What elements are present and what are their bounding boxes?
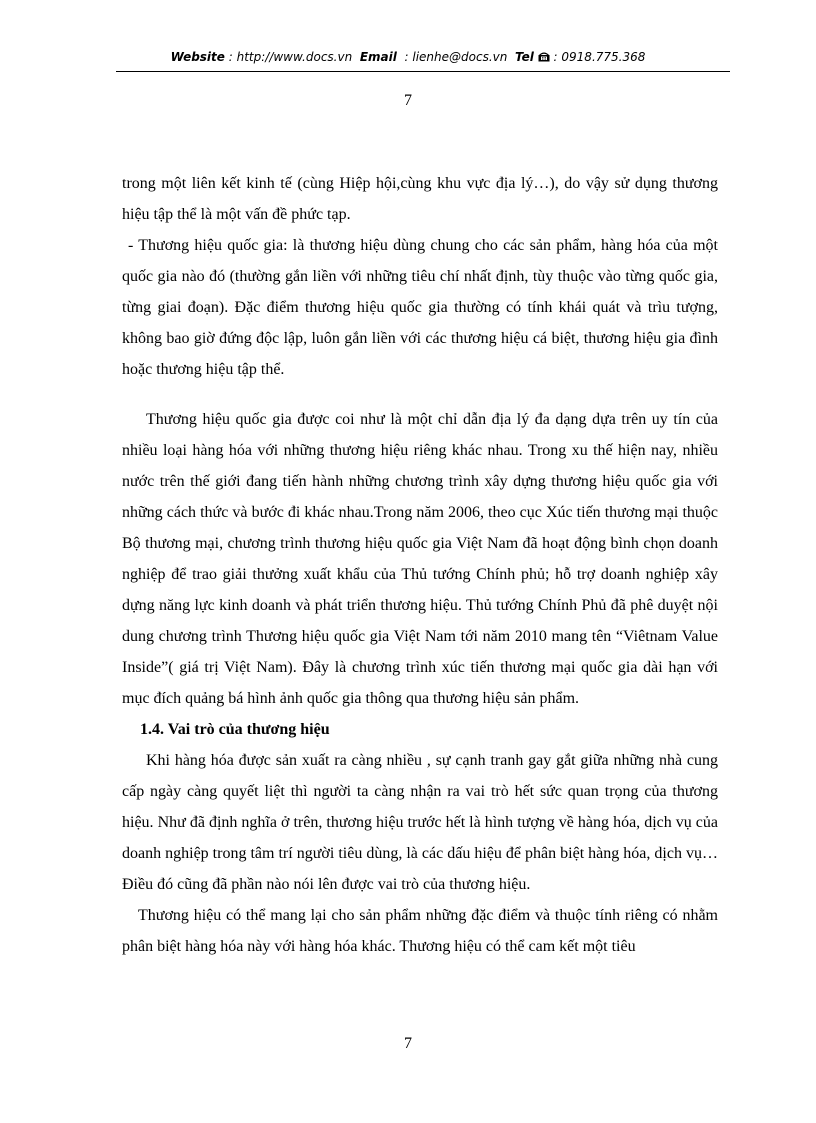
email-address[interactable]: : lienhe@docs.vn (404, 50, 508, 64)
paragraph-national-brand-program: Thương hiệu quốc gia được coi như là một chỉ dẫn địa lý đa dạng dựa trên uy tín của nhiều loại hàng hóa với những thương hiệu riêng khác nhau. Trong xu thế hiện nay, nhiều nước trên thế giới đang tiến hành những chương trình xây dựng thương hiệu quốc gia với những cách thức và bước đi khác nhau.Trong năm 2006, theo cục Xúc tiến thương mại thuộc Bộ thương mại, chương trình thương hiệu quốc gia Việt Nam đã hoạt động bình chọn doanh nghiệp để trao giải thưởng xuất khẩu của Thủ tướng Chính phủ; hỗ trợ doanh nghiệp xây dựng năng lực kinh doanh và phát triển thương hiệu. Thủ tướng Chính Phủ đã phê duyệt nội dung chương trình Thương hiệu quốc gia Việt Nam tới năm 2010 mang tên “Viêtnam Value Inside”( giá trị Việt Nam). Đây là chương trình xúc tiến thương mại quốc gia dài hạn với mục đích quảng bá hình ảnh quốc gia thông qua thương hiệu sản phẩm. (122, 411, 718, 707)
page-header (0, 50, 816, 64)
paragraph-brand-attributes: Thương hiệu có thể mang lại cho sản phẩm những đặc điểm và thuộc tính riêng có nhằm phân biệt hàng hóa này với hàng hóa khác. Thương hiệu có thể cam kết một tiêu (122, 907, 718, 955)
tel-number: : 0918.775.368 (553, 50, 646, 64)
website-label: Website (170, 50, 225, 64)
header-divider (116, 71, 730, 72)
page-number-bottom: 7 (404, 1035, 412, 1052)
phone-icon (538, 50, 554, 64)
document-body (122, 168, 718, 962)
paragraph-brand-role: Khi hàng hóa được sản xuất ra càng nhiều , sự cạnh tranh gay gắt giữa những nhà cung cấp ngày càng quyết liệt thì người ta càng nhận ra vai trò hết sức quan trọng của thương hiệu. Như đã định nghĩa ở trên, thương hiệu trước hết là hình tượng về hàng hóa, dịch vụ của doanh nghiệp trong tâm trí người tiêu dùng, là các dấu hiệu để phân biệt hàng hóa, dịch vụ…Điều đó cũng đã phần nào nói lên được vai trò của thương hiệu. (122, 752, 718, 893)
tel-label: Tel (515, 50, 534, 64)
paragraph-national-brand: - Thương hiệu quốc gia: là thương hiệu dùng chung cho các sản phẩm, hàng hóa của một quốc gia nào đó (thường gắn liền với những tiêu chí nhất định, tùy thuộc vào từng quốc gia, từng giai đoạn). Đặc điểm thương hiệu quốc gia thường có tính khái quát và trìu tượng, không bao giờ đứng độc lập, luôn gắn liền với các thương hiệu cá biệt, thương hiệu gia đình hoặc thương hiệu tập thể. (122, 237, 718, 378)
section-heading-brand-role: 1.4. Vai trò của thương hiệu (140, 721, 330, 738)
website-url[interactable]: : http://www.docs.vn (228, 50, 353, 64)
email-label: Email (359, 50, 397, 64)
paragraph-collective-brand-end: trong một liên kết kinh tế (cùng Hiệp hội,cùng khu vực địa lý…), do vậy sử dụng thương hiệu tập thể là một vấn đề phức tạp. (122, 175, 718, 223)
page-number-top: 7 (404, 92, 412, 109)
